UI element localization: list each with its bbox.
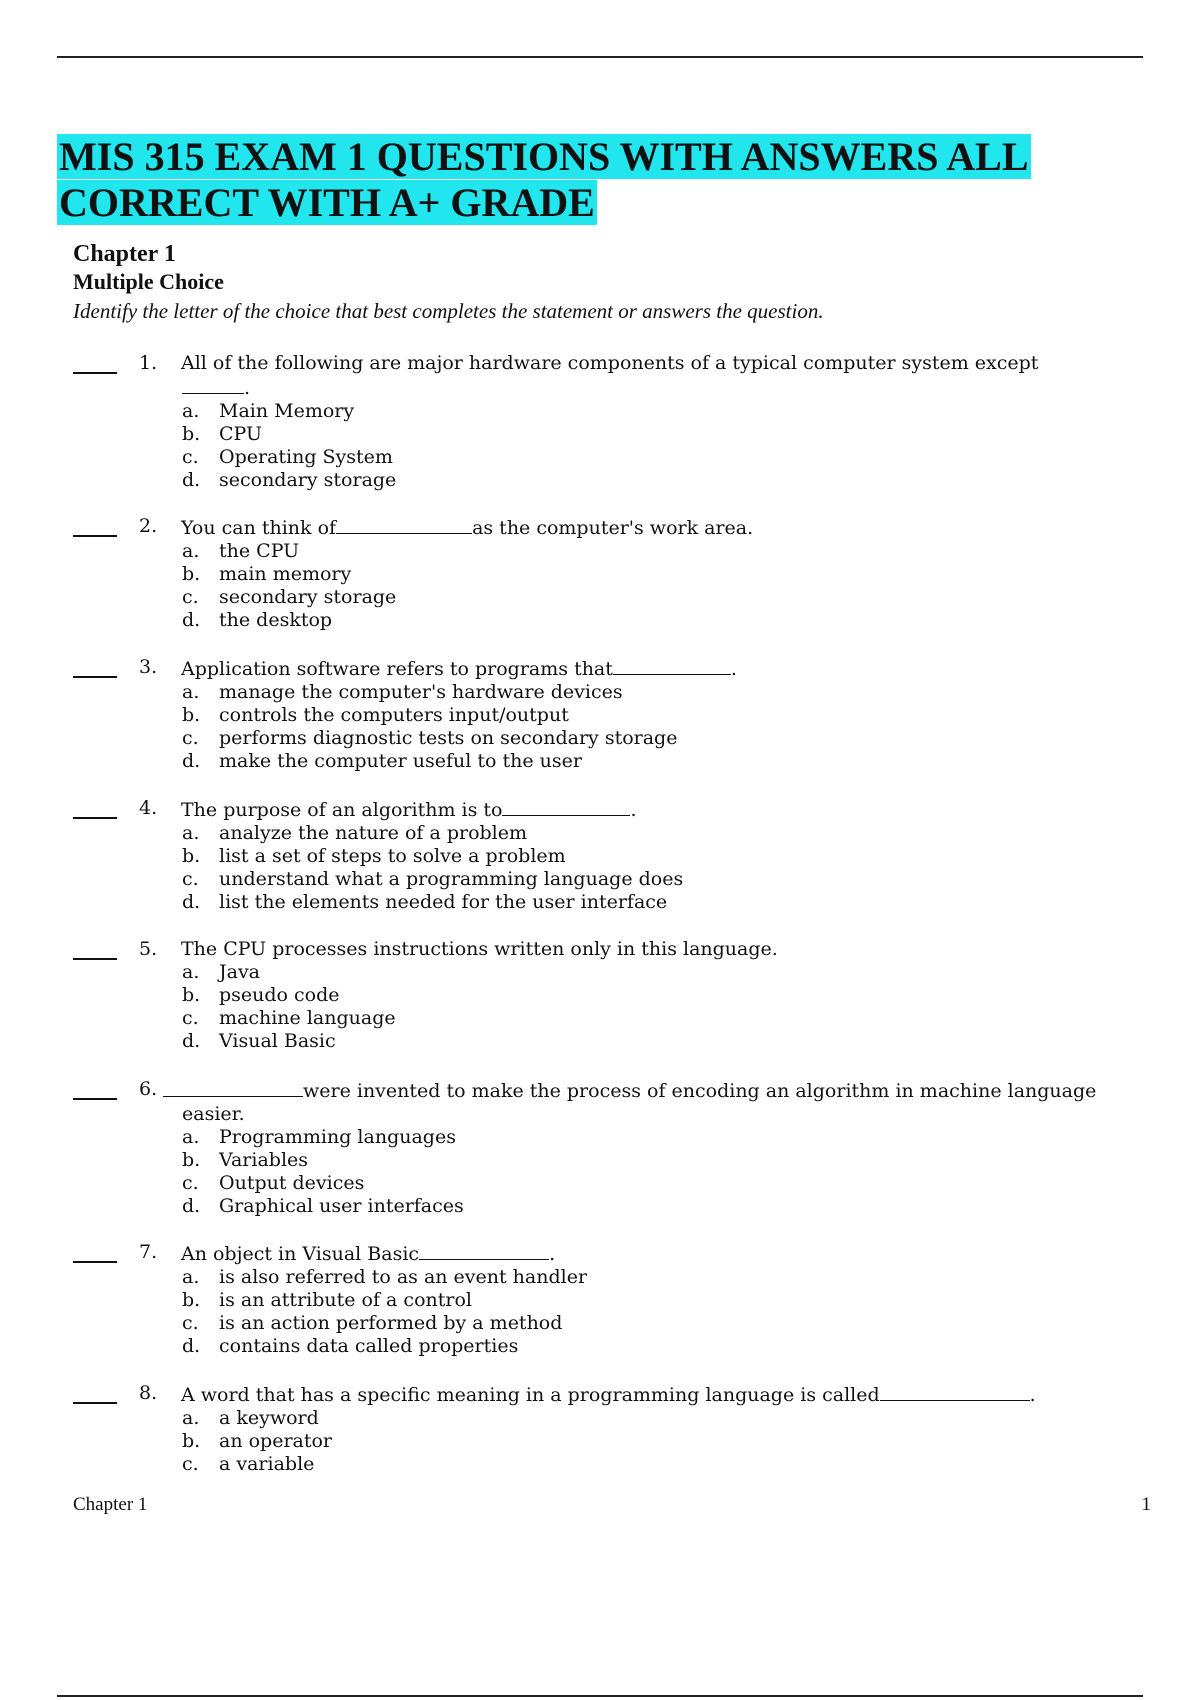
- question-text: You can think of: [181, 517, 337, 539]
- question-6: [73, 1078, 1153, 1218]
- question-text: An object in Visual Basic: [181, 1243, 420, 1265]
- chapter-heading: Chapter 1: [73, 241, 176, 267]
- question-text-end: .: [549, 1243, 556, 1265]
- question-number: 7.: [139, 1241, 158, 1263]
- option: a. a keyword: [182, 1407, 319, 1429]
- page-footer: [73, 1494, 1151, 1516]
- options: [73, 822, 1153, 914]
- question-text: Application software refers to programs that: [181, 658, 613, 680]
- question-4: [73, 797, 1153, 914]
- answer-blank[interactable]: [73, 1098, 117, 1100]
- question-number: 6.: [139, 1078, 158, 1100]
- options: [73, 681, 1153, 773]
- answer-blank[interactable]: [73, 817, 117, 819]
- option: a. Java: [182, 961, 261, 983]
- option: c. performs diagnostic tests on secondary storage: [182, 727, 678, 749]
- option: b. controls the computers input/output: [182, 704, 569, 726]
- question-text-end: .: [730, 658, 737, 680]
- option: d. the desktop: [182, 609, 333, 631]
- answer-blank[interactable]: [73, 372, 117, 374]
- question-2: [73, 515, 1153, 632]
- document-title: [57, 134, 1031, 226]
- fill-blank: [502, 797, 630, 816]
- option: c. Output devices: [182, 1172, 365, 1194]
- options: [73, 961, 1153, 1053]
- options: [73, 400, 1153, 492]
- option: b. list a set of steps to solve a problem: [182, 845, 566, 867]
- bottom-rule: [57, 1695, 1143, 1697]
- option: c. secondary storage: [182, 586, 397, 608]
- title-line-1: MIS 315 EXAM 1 QUESTIONS WITH ANSWERS ALL: [59, 134, 1029, 179]
- question-1: [73, 352, 1153, 492]
- answer-blank[interactable]: [73, 958, 117, 960]
- option: d. make the computer useful to the user: [182, 750, 582, 772]
- question-number: 1.: [139, 352, 158, 374]
- option: c. a variable: [182, 1453, 315, 1475]
- option: c. machine language: [182, 1007, 396, 1029]
- option: d. Graphical user interfaces: [182, 1195, 464, 1217]
- option: d. contains data called properties: [182, 1335, 519, 1357]
- question-text-end: .: [1029, 1384, 1036, 1406]
- question-text: All of the following are major hardware components of a typical computer system except: [181, 352, 1039, 374]
- question-text-end: easier.: [182, 1103, 245, 1125]
- section-heading: Multiple Choice: [73, 269, 224, 294]
- options: [73, 1126, 1153, 1218]
- question-number: 8.: [139, 1382, 158, 1404]
- page-number: 1: [1141, 1494, 1151, 1515]
- question-8: [73, 1382, 1153, 1476]
- question-text: were invented to make the process of encoding an algorithm in machine language: [303, 1080, 1097, 1102]
- answer-blank[interactable]: [73, 535, 117, 537]
- option: b. CPU: [182, 423, 263, 445]
- option: b. an operator: [182, 1430, 333, 1452]
- fill-blank: [880, 1382, 1030, 1401]
- option: a. the CPU: [182, 540, 300, 562]
- option: b. is an attribute of a control: [182, 1289, 472, 1311]
- fill-blank: [336, 515, 472, 534]
- question-number: 4.: [139, 797, 158, 819]
- question-number: 5.: [139, 938, 158, 960]
- fill-blank: [182, 375, 244, 394]
- question-text: The purpose of an algorithm is to: [181, 799, 503, 821]
- question-text-end: .: [244, 377, 251, 399]
- option: a. Programming languages: [182, 1126, 456, 1148]
- option: c. understand what a programming language does: [182, 868, 684, 890]
- question-text-end: as the computer's work area.: [472, 517, 754, 539]
- instructions: Identify the letter of the choice that best completes the statement or answers the question.: [73, 299, 824, 323]
- answer-blank[interactable]: [73, 676, 117, 678]
- option: a. manage the computer's hardware devices: [182, 681, 623, 703]
- top-rule: [57, 56, 1143, 58]
- option: b. main memory: [182, 563, 352, 585]
- option: a. Main Memory: [182, 400, 355, 422]
- option: c. Operating System: [182, 446, 393, 468]
- title-line-2: CORRECT WITH A+ GRADE: [59, 180, 595, 225]
- option: a. is also referred to as an event handler: [182, 1266, 588, 1288]
- option: c. is an action performed by a method: [182, 1312, 563, 1334]
- section-header: [73, 240, 824, 326]
- options: [73, 1266, 1153, 1358]
- question-3: [73, 656, 1153, 773]
- answer-blank[interactable]: [73, 1261, 117, 1263]
- options: [73, 1407, 1153, 1476]
- question-text: A word that has a specific meaning in a programming language is called: [181, 1384, 880, 1406]
- fill-blank: [163, 1078, 303, 1097]
- question-5: [73, 938, 1153, 1053]
- option: a. analyze the nature of a problem: [182, 822, 528, 844]
- question-7: [73, 1241, 1153, 1358]
- question-text-end: .: [630, 799, 637, 821]
- option: d. Visual Basic: [182, 1030, 336, 1052]
- fill-blank: [613, 656, 731, 675]
- option: d. secondary storage: [182, 469, 397, 491]
- option: b. Variables: [182, 1149, 309, 1171]
- option: d. list the elements needed for the user interface: [182, 891, 668, 913]
- question-number: 2.: [139, 515, 158, 537]
- answer-blank[interactable]: [73, 1402, 117, 1404]
- question-number: 3.: [139, 656, 158, 678]
- options: [73, 540, 1153, 632]
- option: b. pseudo code: [182, 984, 340, 1006]
- footer-chapter: Chapter 1: [73, 1494, 148, 1515]
- fill-blank: [419, 1241, 549, 1260]
- question-text: The CPU processes instructions written only in this language.: [181, 938, 778, 960]
